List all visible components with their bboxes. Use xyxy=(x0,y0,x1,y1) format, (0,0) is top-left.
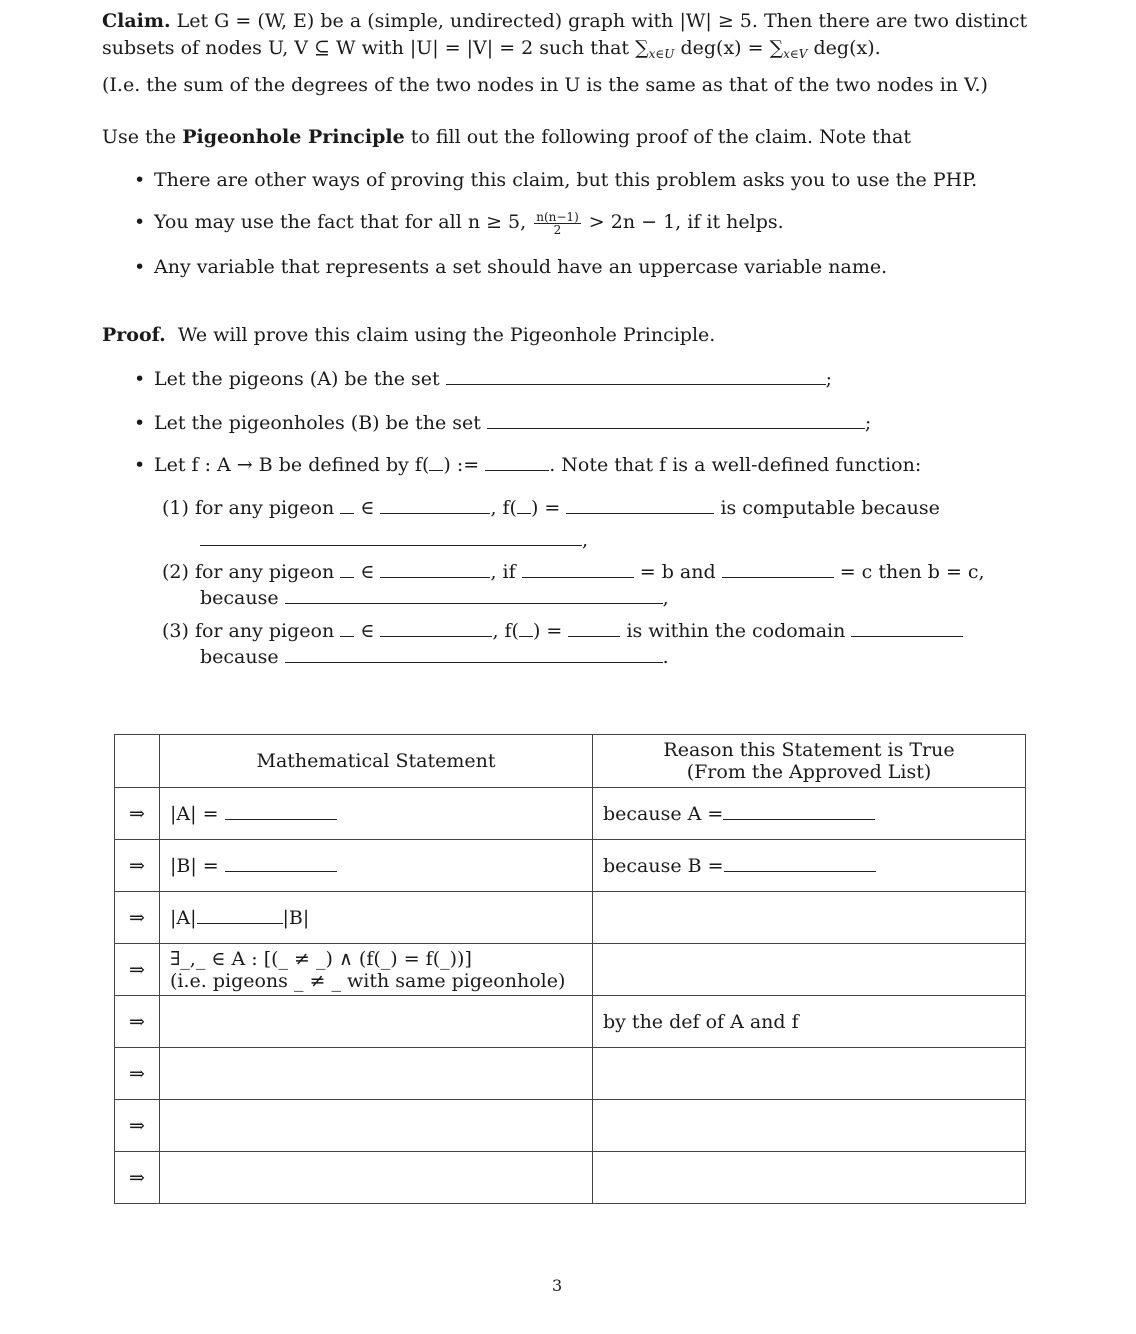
statement-cell[interactable] xyxy=(160,840,593,892)
condition-1-text-e: is computable because xyxy=(720,497,940,519)
statement-cell[interactable] xyxy=(160,1048,593,1100)
reason-cell[interactable] xyxy=(593,1152,1026,1204)
statement-blank[interactable] xyxy=(225,855,337,872)
condition-2-reason: because , xyxy=(200,587,669,609)
reason-cell[interactable] xyxy=(593,944,1026,996)
condition-2-text-c: , if xyxy=(490,561,516,583)
condition-3-text-a: (3) for any pigeon xyxy=(162,620,335,642)
reason-cell[interactable] xyxy=(593,840,1026,892)
implies-arrow: ⇒ xyxy=(115,1152,160,1204)
condition-2-reason-blank[interactable] xyxy=(285,587,663,604)
claim-text-2b: deg(x) = ∑ xyxy=(674,37,784,59)
table-row xyxy=(115,840,1026,892)
condition-1-value-blank[interactable] xyxy=(566,497,714,514)
pigeons-blank[interactable] xyxy=(446,368,826,385)
statement-cell[interactable] xyxy=(160,892,593,944)
implies-arrow: ⇒ xyxy=(115,996,160,1048)
table-row xyxy=(115,1152,1026,1204)
statement-line-1: ∃_,_ ∈ A : [(_ ≠ _) ∧ (f(_) = f(_))] xyxy=(170,947,472,970)
statement-text: |A| = xyxy=(170,802,219,825)
condition-2-b-blank[interactable] xyxy=(522,561,634,578)
condition-1-pigeon-blank[interactable] xyxy=(340,499,354,514)
condition-3-text-c: , f( xyxy=(492,620,519,642)
condition-3-set-blank[interactable] xyxy=(380,620,492,637)
claim-line-3: (I.e. the sum of the degrees of the two nodes in U is the same as that of the two nodes in V.) xyxy=(102,74,988,96)
implies-arrow: ⇒ xyxy=(115,840,160,892)
function-text-b: ) := xyxy=(443,454,480,476)
note-bullet-2-text-a: You may use the fact that for all n ≥ 5, xyxy=(154,211,527,233)
note-bullet-3: • Any variable that represents a set should have an uppercase variable name. xyxy=(134,256,888,278)
condition-3-codomain-blank[interactable] xyxy=(851,620,963,637)
function-def-blank[interactable] xyxy=(485,454,549,471)
claim-label: Claim. xyxy=(102,10,171,32)
statement-text-a: |A| xyxy=(170,906,197,929)
table-row xyxy=(115,788,1026,840)
condition-3-pigeon-blank[interactable] xyxy=(340,622,354,637)
table-row xyxy=(115,996,1026,1048)
condition-1-text-d: ) = xyxy=(530,497,561,519)
implies-arrow: ⇒ xyxy=(115,944,160,996)
reason-cell[interactable] xyxy=(593,892,1026,944)
statement-cell[interactable] xyxy=(160,996,593,1048)
condition-3-value-blank[interactable] xyxy=(568,620,620,637)
function-line: • Let f : A → B be defined by f( ) := . Note that f is a well-defined function: xyxy=(134,454,922,476)
header-empty-cell xyxy=(115,735,160,788)
statement-cell[interactable] xyxy=(160,944,593,996)
fraction-denominator: 2 xyxy=(553,222,562,237)
sum-subscript-u: x∈U xyxy=(648,47,675,61)
note-bullet-3-text: Any variable that represents a set should have an uppercase variable name. xyxy=(154,256,888,278)
function-arg-blank[interactable] xyxy=(429,456,443,471)
condition-2-because: because xyxy=(200,587,279,609)
table-row xyxy=(115,1048,1026,1100)
pigeonholes-line: • Let the pigeonholes (B) be the set ; xyxy=(134,412,872,434)
header-reason-line-2: (From the Approved List) xyxy=(686,761,932,783)
table-row xyxy=(115,944,1026,996)
table-row xyxy=(115,1100,1026,1152)
proof-table xyxy=(114,734,1026,1204)
implies-arrow: ⇒ xyxy=(115,788,160,840)
header-reason xyxy=(593,735,1026,788)
relation-blank[interactable] xyxy=(197,907,283,924)
note-bullet-2-text-b: > 2n − 1, if it helps. xyxy=(588,211,784,233)
reason-blank[interactable] xyxy=(724,855,876,872)
instructions-prefix: Use the xyxy=(102,126,183,148)
table-row xyxy=(115,892,1026,944)
proof-intro-text: We will prove this claim using the Pigeonhole Principle. xyxy=(177,324,716,346)
condition-1-elem: ∈ xyxy=(360,497,375,519)
condition-1-reason: , xyxy=(200,528,588,552)
fraction-numerator: n(n−1) xyxy=(536,209,579,224)
condition-3-reason: because . xyxy=(200,646,669,668)
statement-text-b: |B| xyxy=(282,906,310,929)
condition-2-text-e: = c then b = c, xyxy=(839,561,985,583)
condition-3 xyxy=(162,619,963,643)
reason-cell[interactable] xyxy=(593,1048,1026,1100)
pigeonholes-blank[interactable] xyxy=(487,412,865,429)
proof-intro xyxy=(102,323,715,347)
implies-arrow: ⇒ xyxy=(115,1100,160,1152)
reason-cell[interactable] xyxy=(593,788,1026,840)
reason-text: because B = xyxy=(603,854,724,877)
condition-3-because: because xyxy=(200,646,279,668)
reason-text: because A = xyxy=(603,802,724,825)
sum-subscript-v: x∈V xyxy=(783,47,808,61)
fraction xyxy=(534,211,581,236)
condition-2-text-d: = b and xyxy=(639,561,716,583)
table-header-row xyxy=(115,735,1026,788)
reason-blank[interactable] xyxy=(723,803,875,820)
condition-1 xyxy=(162,496,940,520)
condition-1-set-blank[interactable] xyxy=(380,497,490,514)
reason-cell[interactable] xyxy=(593,1100,1026,1152)
statement-text: |B| = xyxy=(170,854,219,877)
condition-2-text-a: (2) for any pigeon xyxy=(162,561,335,583)
condition-2 xyxy=(162,560,985,584)
function-text-c: . Note that f is a well-defined function: xyxy=(549,454,922,476)
note-bullet-1: • There are other ways of proving this claim, but this problem asks you to use the PHP. xyxy=(134,169,978,191)
statement-blank[interactable] xyxy=(225,803,337,820)
claim-line-2 xyxy=(102,36,881,66)
statement-cell[interactable] xyxy=(160,1152,593,1204)
pigeons-line: • Let the pigeons (A) be the set ; xyxy=(134,368,833,390)
instructions-suffix: to fill out the following proof of the claim. Note that xyxy=(404,126,911,148)
claim-text-1: Let G = (W, E) be a (simple, undirected) graph with |W| ≥ 5. Then there are two distinct xyxy=(176,10,1028,32)
condition-1-text-a: (1) for any pigeon xyxy=(162,497,335,519)
header-reason-line-1: Reason this Statement is True xyxy=(663,739,955,761)
condition-2-set-blank[interactable] xyxy=(380,561,490,578)
condition-3-elem: ∈ xyxy=(360,620,375,642)
instructions-bold: Pigeonhole Principle xyxy=(182,126,405,148)
condition-3-reason-blank[interactable] xyxy=(285,646,663,663)
condition-2-pigeon-blank[interactable] xyxy=(340,563,354,578)
condition-1-arg-blank[interactable] xyxy=(517,499,531,514)
condition-1-text-c: , f( xyxy=(490,497,517,519)
condition-3-text-e: is within the codomain xyxy=(626,620,846,642)
condition-2-c-blank[interactable] xyxy=(722,561,834,578)
implies-arrow: ⇒ xyxy=(115,1048,160,1100)
page-number: 3 xyxy=(552,1276,563,1295)
proof-label: Proof. xyxy=(102,324,166,346)
claim-text-2c: deg(x). xyxy=(807,37,881,59)
condition-3-text-d: ) = xyxy=(532,620,563,642)
instructions-intro xyxy=(102,125,911,149)
claim-line-1 xyxy=(102,9,1027,33)
header-statement: Mathematical Statement xyxy=(160,735,593,788)
statement-cell[interactable] xyxy=(160,788,593,840)
pigeonholes-text: Let the pigeonholes (B) be the set xyxy=(154,412,481,434)
function-text-a: Let f : A → B be defined by f( xyxy=(154,454,430,476)
condition-1-reason-blank[interactable] xyxy=(200,529,582,546)
note-bullet-1-text: There are other ways of proving this claim, but this problem asks you to use the PHP. xyxy=(154,169,978,191)
claim-text-2a: subsets of nodes U, V ⊆ W with |U| = |V| = 2 such that ∑ xyxy=(102,37,649,59)
reason-cell[interactable]: by the def of A and f xyxy=(593,996,1026,1048)
pigeons-text: Let the pigeons (A) be the set xyxy=(154,368,440,390)
statement-line-2: (i.e. pigeons _ ≠ _ with same pigeonhole) xyxy=(170,969,566,992)
condition-3-arg-blank[interactable] xyxy=(519,622,533,637)
condition-2-elem: ∈ xyxy=(360,561,375,583)
statement-cell[interactable] xyxy=(160,1100,593,1152)
note-bullet-2: • You may use the fact that for all n ≥ 5, $\frac{n(n-1)}{2}$ > 2n − 1, if it helps. xyxy=(134,209,784,237)
implies-arrow: ⇒ xyxy=(115,892,160,944)
